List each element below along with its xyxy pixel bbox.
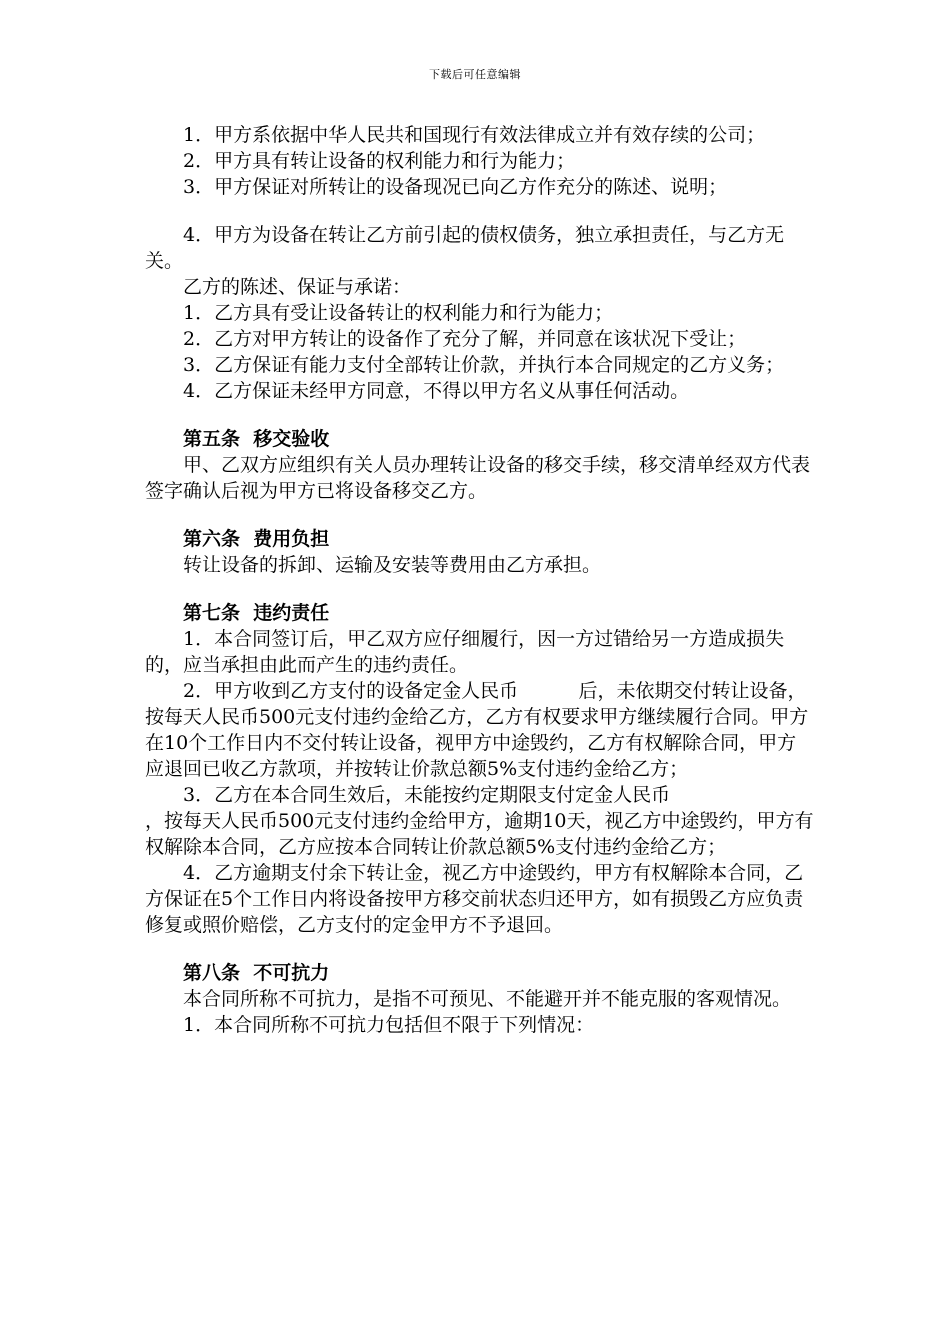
party-b-intro: 乙方的陈述、保证与承诺： (183, 276, 412, 298)
spacer (145, 578, 815, 600)
article-7-item-3: 3．乙方在本合同生效后，未能按约定期限支付定金人民币 (183, 784, 671, 806)
article-7-item-4: 4．乙方逾期支付余下转让金，视乙方中途毁约，甲方有权解除本合同，乙方保证在5个工作日内将设备按甲方移交前状态归还甲方，如有损毁乙方应负责修复或照价赔偿，乙方支付的定金甲方不予退回。 (145, 862, 804, 936)
spacer (145, 404, 815, 426)
page-header: 下载后可任意编辑 (429, 68, 521, 81)
spacer (145, 200, 815, 222)
article-7-title: 第七条 违约责任 (183, 602, 330, 624)
party-b-item-4: 4．乙方保证未经甲方同意，不得以甲方名义从事任何活动。 (183, 380, 690, 402)
spacer (145, 504, 815, 526)
article-7-item-3-cont: ，按每天人民币500元支付违约金给甲方，逾期10天，视乙方中途毁约，甲方有权解除本合同，乙方应按本合同转让价款总额5%支付违约金给乙方； (145, 810, 814, 858)
article-8-item-1: 1．本合同所称不可抗力包括但不限于下列情况： (183, 1014, 595, 1036)
article-8-text: 本合同所称不可抗力，是指不可预见、不能避开并不能克服的客观情况。 (183, 988, 792, 1010)
article-7-item-1: 1．本合同签订后，甲乙双方应仔细履行，因一方过错给另一方造成损失的，应当承担由此而产生的违约责任。 (145, 628, 785, 676)
article-5-text: 甲、乙双方应组织有关人员办理转让设备的移交手续，移交清单经双方代表签字确认后视为甲方已将设备移交乙方。 (145, 454, 811, 502)
document-body (145, 122, 815, 1038)
spacer (145, 938, 815, 960)
party-b-item-2: 2．乙方对甲方转让的设备作了充分了解，并同意在该状况下受让； (183, 328, 747, 350)
article-7-item-2: 2．甲方收到乙方支付的设备定金人民币 后，未依期交付转让设备，按每天人民币500元支付违约金给乙方，乙方有权要求甲方继续履行合同。甲方在10个工作日内不交付转让设备，视甲方中途毁约，乙方有权解除合同，甲方应退回已收乙方款项，并按转让价款总额5%支付违约金给乙方； (145, 680, 809, 780)
party-b-item-3: 3．乙方保证有能力支付全部转让价款，并执行本合同规定的乙方义务； (183, 354, 785, 376)
article-6-text: 转让设备的拆卸、运输及安装等费用由乙方承担。 (183, 554, 602, 576)
article-5-title: 第五条 移交验收 (183, 428, 330, 450)
party-a-item-1: 1．甲方系依据中华人民共和国现行有效法律成立并有效存续的公司； (183, 124, 766, 146)
article-8-title: 第八条 不可抗力 (183, 962, 330, 984)
article-6-title: 第六条 费用负担 (183, 528, 330, 550)
party-a-item-3: 3．甲方保证对所转让的设备现况已向乙方作充分的陈述、说明； (183, 176, 728, 198)
party-b-item-1: 1．乙方具有受让设备转让的权利能力和行为能力； (183, 302, 614, 324)
party-a-item-2: 2．甲方具有转让设备的权利能力和行为能力； (183, 150, 576, 172)
party-a-item-4: 4．甲方为设备在转让乙方前引起的债权债务，独立承担责任，与乙方无关。 (145, 224, 785, 272)
